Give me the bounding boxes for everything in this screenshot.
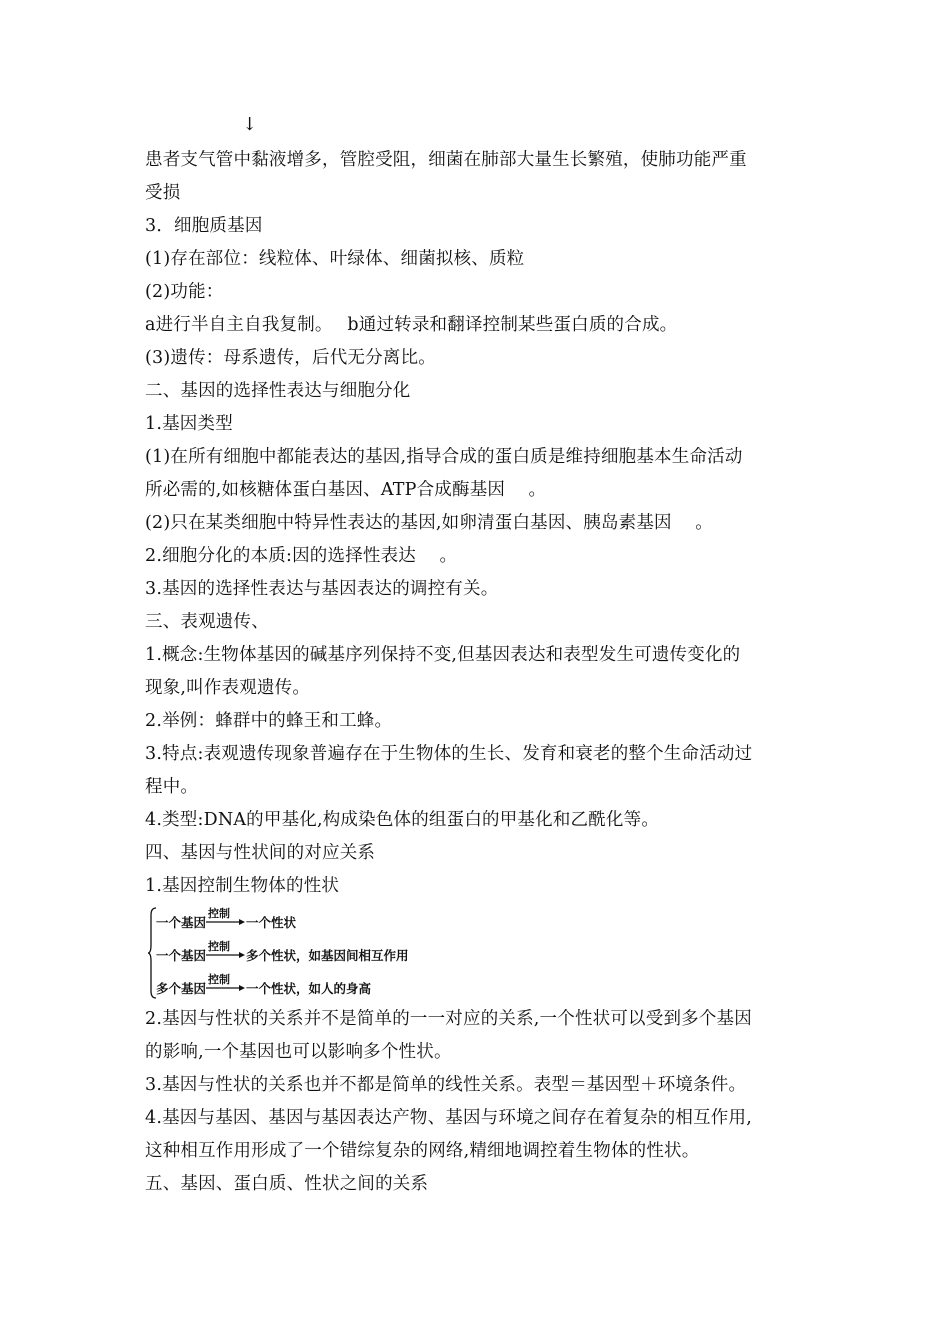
- text-line: (1)在所有细胞中都能表达的基因,指导合成的蛋白质是维持细胞基本生命活动: [145, 447, 743, 467]
- section-heading-4: 四、基因与性状间的对应关系: [145, 843, 376, 863]
- text-line: 受损: [145, 183, 181, 203]
- text-line: (2)只在某类细胞中特异性表达的基因,如卵清蛋白基因、胰岛素基因 。: [145, 513, 713, 533]
- control-arrow: [206, 905, 246, 931]
- text-line: 3.特点:表观遗传现象普遍存在于生物体的生长、发育和衰老的整个生命活动过: [145, 744, 753, 764]
- text-line: 4.类型:DNA的甲基化,构成染色体的组蛋白的甲基化和乙酰化等。: [145, 810, 660, 830]
- text-line: 2.基因与性状的关系并不是简单的一一对应的关系,一个性状可以受到多个基因: [145, 1009, 752, 1029]
- diagram-left: 多个基因: [156, 981, 207, 996]
- text-line: 所必需的,如核糖体蛋白基因、ATP合成酶基因 。: [145, 480, 547, 500]
- diagram-row: [156, 905, 296, 933]
- text-line: (3)遗传：母系遗传，后代无分离比。: [145, 348, 436, 368]
- heading-cytoplasmic-genes: 3．细胞质基因: [145, 216, 263, 236]
- document-body: [145, 144, 817, 1201]
- text-line: 2.细胞分化的本质:因的选择性表达 。: [145, 546, 458, 566]
- right-arrow-icon: [206, 951, 246, 959]
- control-arrow: [206, 938, 246, 964]
- text-line: 3.基因的选择性表达与基因表达的调控有关。: [145, 579, 499, 599]
- section-heading-3: 三、表观遗传、: [145, 612, 269, 632]
- gene-trait-diagram: [145, 903, 817, 1003]
- down-arrow-icon: ↓: [242, 114, 258, 135]
- diagram-right: 一个性状，如人的身高: [246, 981, 372, 996]
- section-heading-2: 二、基因的选择性表达与细胞分化: [145, 381, 411, 401]
- text-line: 3.基因与性状的关系也并不都是简单的线性关系。表型＝基因型＋环境条件。: [145, 1075, 747, 1095]
- arrow-label: 控制: [208, 940, 231, 953]
- diagram-right: 多个性状，如基因间相互作用: [246, 948, 409, 963]
- text-line: 程中。: [145, 777, 199, 797]
- diagram-right: 一个性状: [246, 915, 297, 930]
- control-arrow: [206, 971, 246, 997]
- diagram-row: [156, 971, 371, 999]
- right-arrow-icon: [206, 918, 246, 926]
- text-line: 1.基因类型: [145, 414, 233, 434]
- diagram-row: [156, 938, 409, 966]
- text-line: 患者支气管中黏液增多，管腔受阻，细菌在肺部大量生长繁殖，使肺功能严重: [145, 150, 747, 170]
- text-line: (2)功能：: [145, 282, 224, 302]
- arrow-label: 控制: [208, 907, 231, 920]
- text-line: 1.概念:生物体基因的碱基序列保持不变,但基因表达和表型发生可遗传变化的: [145, 645, 741, 665]
- text-line: (1)存在部位：线粒体、叶绿体、细菌拟核、质粒: [145, 249, 525, 269]
- right-arrow-icon: [206, 984, 246, 992]
- text-line: a进行半自主自我复制。 b通过转录和翻译控制某些蛋白质的合成。: [145, 315, 678, 335]
- diagram-left: 一个基因: [156, 948, 207, 963]
- text-line: 4.基因与基因、基因与基因表达产物、基因与环境之间存在着复杂的相互作用,: [145, 1108, 752, 1128]
- diagram-left: 一个基因: [156, 915, 207, 930]
- text-line: 现象,叫作表观遗传。: [145, 678, 311, 698]
- text-line: 2.举例：蜂群中的蜂王和工蜂。: [145, 711, 393, 731]
- text-line: 的影响,一个基因也可以影响多个性状。: [145, 1042, 452, 1062]
- text-line: 这种相互作用形成了一个错综复杂的网络,精细地调控着生物体的性状。: [145, 1141, 700, 1161]
- arrow-label: 控制: [208, 973, 231, 986]
- text-line: 1.基因控制生物体的性状: [145, 876, 340, 896]
- section-heading-5: 五、基因、蛋白质、性状之间的关系: [145, 1174, 429, 1194]
